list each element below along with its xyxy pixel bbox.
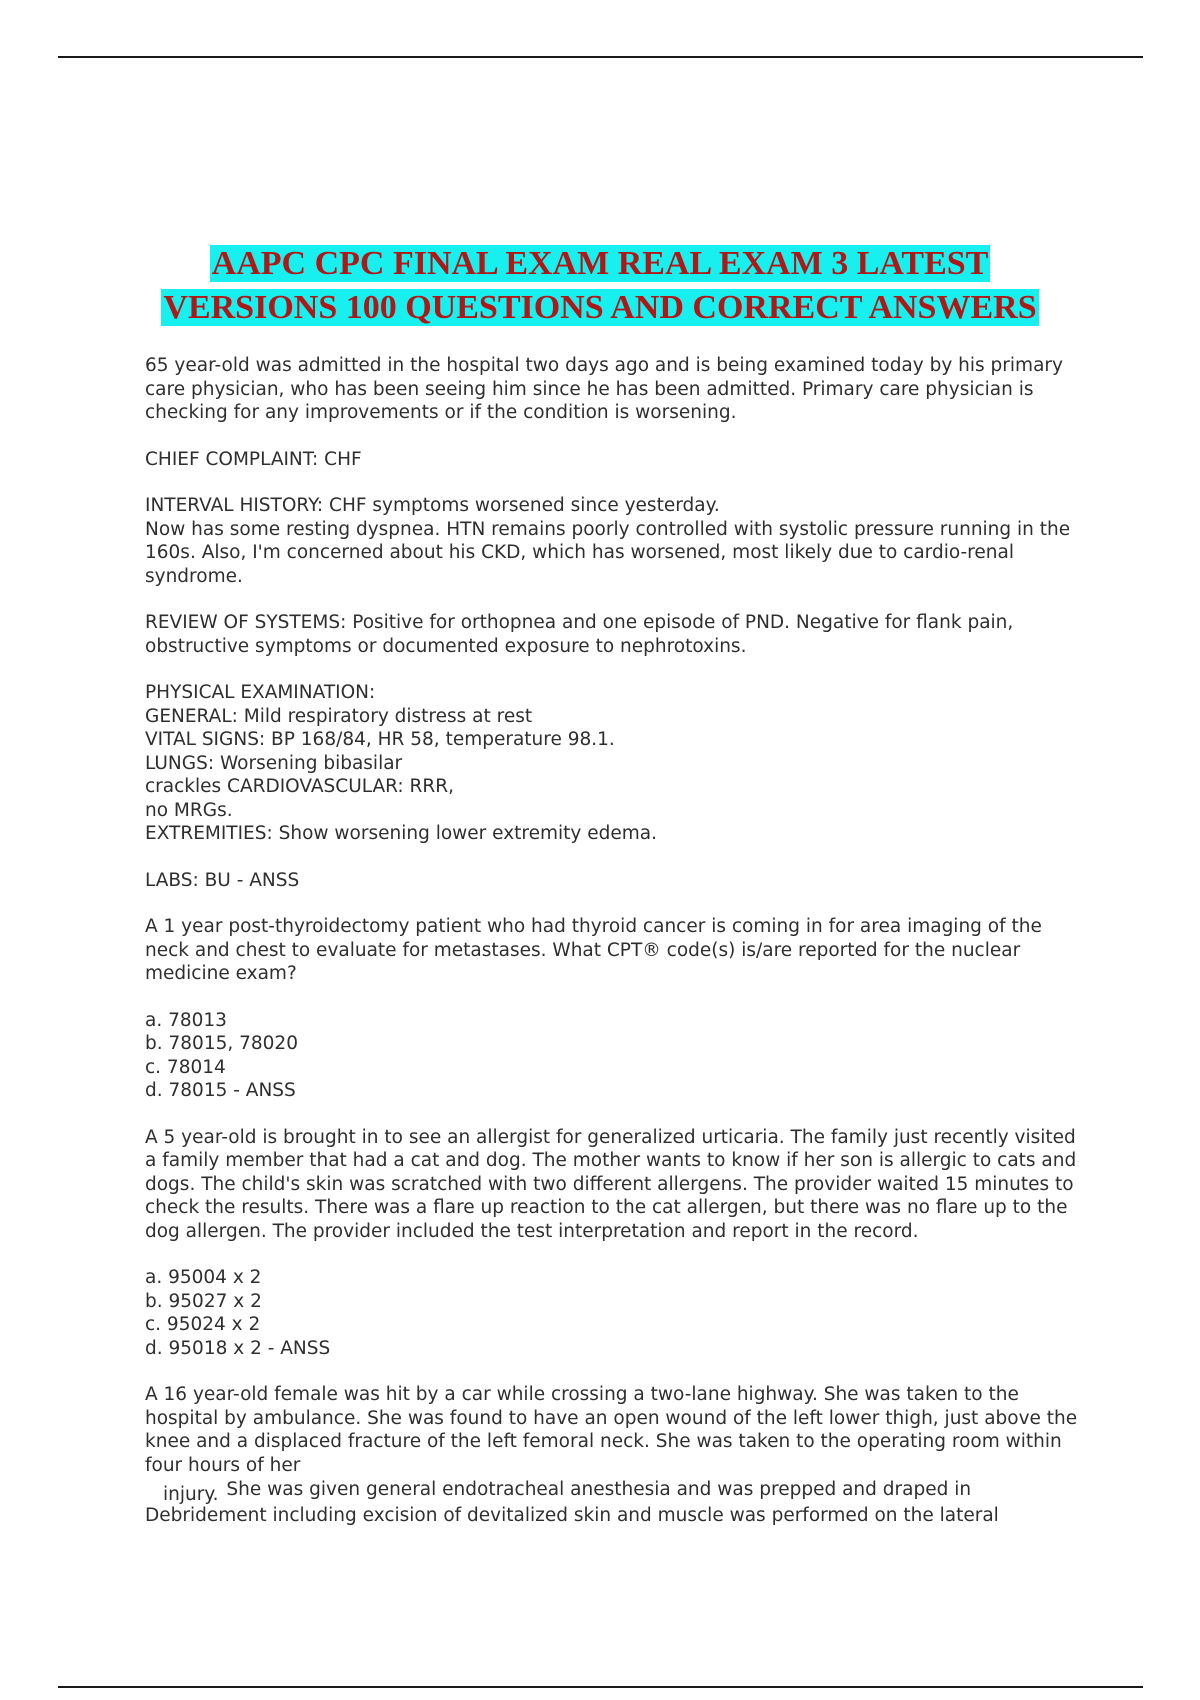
chief-complaint: CHIEF COMPLAINT: CHF xyxy=(145,448,362,470)
answer-option: b. 78015, 78020 xyxy=(145,1033,298,1054)
exam-line: no MRGs. xyxy=(145,799,233,821)
document-title xyxy=(100,242,1100,330)
question-thyroid: A 1 year post-thyroidectomy patient who had thyroid cancer is coming in for area imaging of the neck and chest to evaluate for metastases. What CPT® code(s) is/are reported for the nuclear medicine exam? xyxy=(145,916,1042,984)
interval-history-detail: Now has some resting dyspnea. HTN remains poorly controlled with systolic pressure running in the 160s. Also, I'm concerned about his CKD, which has worsened, most likely due to cardio-renal syndrome. xyxy=(145,518,1071,587)
exam-line: PHYSICAL EXAMINATION: xyxy=(145,682,376,703)
anesthesia-sentence: She was given general endotracheal anesthesia and was prepped and draped in xyxy=(226,1479,972,1500)
interval-history xyxy=(145,494,1090,588)
exam-line: GENERAL: Mild respiratory distress at rest xyxy=(145,705,533,727)
answer-options-thyroid xyxy=(145,1009,1090,1103)
exam-line: EXTREMITIES: Show worsening lower extremity edema. xyxy=(145,823,657,844)
exam-line: LUNGS: Worsening bibasilar xyxy=(145,752,403,774)
document-body xyxy=(145,354,1090,1552)
answer-option: d. 95018 x 2 - ANSS xyxy=(145,1337,331,1359)
answer-option: d. 78015 - ANSS xyxy=(145,1080,296,1101)
title-line-1: AAPC CPC FINAL EXAM REAL EXAM 3 LATEST xyxy=(211,245,989,282)
top-divider xyxy=(58,56,1143,58)
debridement-sentence: Debridement including excision of devitalized skin and muscle was performed on the lateral xyxy=(145,1505,999,1526)
answer-options-allergy xyxy=(145,1266,1090,1360)
bottom-divider xyxy=(58,1686,1143,1688)
answer-option: c. 78014 xyxy=(145,1056,226,1078)
answer-option: a. 95004 x 2 xyxy=(145,1267,262,1288)
question-allergy: A 5 year-old is brought in to see an allergist for generalized urticaria. The family just recently visited a family member that had a cat and dog. The mother wants to know if her son is allergic to cats and dogs. The child's skin was scratched with two different allergens. The provider waited 15 minutes to check the results. There was a flare up reaction to the cat allergen, but there was no flare up to the dog allergen. The provider included the test interpretation and report in the record. xyxy=(145,1126,1077,1242)
exam-line: crackles CARDIOVASCULAR: RRR, xyxy=(145,776,454,797)
review-of-systems: REVIEW OF SYSTEMS: Positive for orthopnea and one episode of PND. Negative for flank pain, obstructive symptoms or documented exposure to nephrotoxins. xyxy=(145,612,1014,657)
injury-word: injury. xyxy=(163,1484,219,1505)
case-intro: 65 year-old was admitted in the hospital two days ago and is being examined today by his primary care physician, who has been seeing him since he has been admitted. Primary care physician is checking for any improvements or if the condition is worsening. xyxy=(145,355,1063,423)
exam-line: VITAL SIGNS: BP 168/84, HR 58, temperature 98.1. xyxy=(145,729,615,750)
title-line-2: VERSIONS 100 QUESTIONS AND CORRECT ANSWERS xyxy=(163,289,1037,326)
physical-examination xyxy=(145,681,1090,846)
answer-option: c. 95024 x 2 xyxy=(145,1314,261,1335)
answer-option: b. 95027 x 2 xyxy=(145,1290,262,1312)
answer-option: a. 78013 xyxy=(145,1009,227,1031)
question-trauma-continued xyxy=(145,1477,1090,1529)
question-trauma: A 16 year-old female was hit by a car while crossing a two-lane highway. She was taken to the hospital by ambulance. She was found to have an open wound of the left lower thigh, just above the knee and a displaced fracture of the left femoral neck. She was taken to the operating room within four hours of her xyxy=(145,1384,1078,1476)
labs-answer: LABS: BU - ANSS xyxy=(145,869,300,891)
interval-history-heading: INTERVAL HISTORY: CHF symptoms worsened since yesterday. xyxy=(145,495,720,516)
